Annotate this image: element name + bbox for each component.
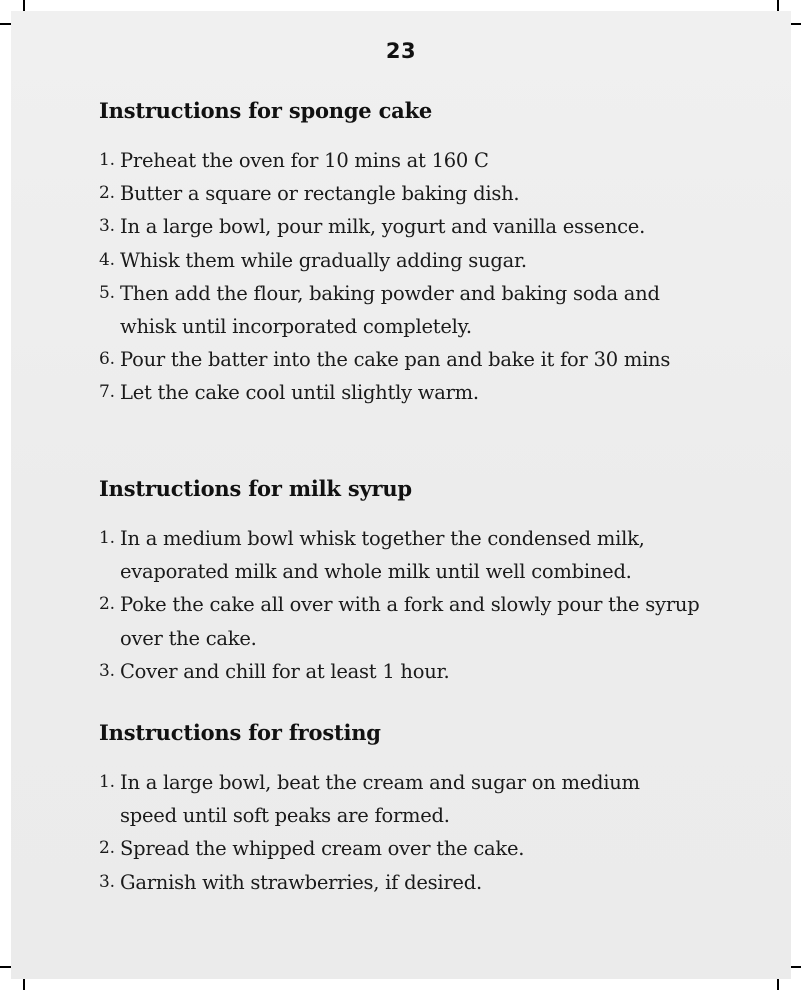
- step-number: 3.: [99, 660, 115, 681]
- step-number: 1.: [99, 528, 115, 548]
- step-item: [99, 277, 739, 343]
- step-text: Poke the cake all over with a fork and slowly pour the syrup over the cake.: [120, 593, 700, 650]
- book-page: [11, 11, 791, 979]
- step-item: [99, 866, 739, 899]
- step-number: 3.: [99, 871, 115, 892]
- step-item: [99, 177, 739, 210]
- step-item: [99, 588, 739, 654]
- step-item: [99, 655, 739, 688]
- step-number: 4.: [99, 249, 115, 270]
- page-number: 23: [385, 39, 417, 63]
- step-item: [99, 244, 739, 277]
- section-sponge-cake: [99, 98, 739, 410]
- step-text: Let the cake cool until slightly warm.: [120, 381, 479, 405]
- step-item: [99, 343, 739, 376]
- step-item: [99, 210, 739, 243]
- step-list: [99, 522, 739, 688]
- step-number: 3.: [99, 216, 115, 237]
- step-text: Cover and chill for at least 1 hour.: [120, 659, 450, 683]
- crop-mark-bottom-right: [777, 978, 779, 990]
- step-text: In a medium bowl whisk together the condensed milk, evaporated milk and whole milk until well combined.: [120, 527, 645, 584]
- section-title: Instructions for sponge cake: [99, 98, 433, 123]
- step-text: Spread the whipped cream over the cake.: [120, 837, 525, 861]
- step-number: 2.: [99, 594, 115, 615]
- step-text: Pour the batter into the cake pan and bake it for 30 mins: [120, 348, 671, 372]
- step-number: 2.: [99, 183, 115, 204]
- section-milk-syrup: [99, 476, 739, 688]
- step-number: 2.: [99, 838, 115, 859]
- step-item: [99, 376, 739, 409]
- step-text: Preheat the oven for 10 mins at 160 C: [120, 149, 489, 172]
- step-number: 1.: [99, 150, 115, 170]
- crop-mark-bottom-left: [23, 978, 25, 990]
- step-list: [99, 766, 739, 899]
- step-number: 7.: [99, 382, 115, 403]
- step-text: In a large bowl, beat the cream and sugar on medium speed until soft peaks are formed.: [120, 771, 640, 828]
- step-number: 6.: [99, 349, 115, 370]
- step-text: Butter a square or rectangle baking dish.: [120, 182, 520, 206]
- step-number: 5.: [99, 282, 115, 303]
- step-text: In a large bowl, pour milk, yogurt and vanilla essence.: [120, 215, 646, 239]
- step-item: [99, 766, 739, 832]
- section-frosting: [99, 720, 739, 899]
- step-number: 1.: [99, 772, 115, 792]
- step-item: [99, 832, 739, 865]
- step-text: Then add the flour, baking powder and baking soda and whisk until incorporated completely.: [120, 281, 660, 339]
- step-text: Garnish with strawberries, if desired.: [120, 870, 482, 894]
- step-item: [99, 144, 739, 177]
- step-text: Whisk them while gradually adding sugar.: [120, 248, 527, 272]
- step-list: [99, 144, 739, 410]
- step-item: [99, 522, 739, 588]
- section-title: Instructions for milk syrup: [99, 476, 412, 501]
- section-title: Instructions for frosting: [99, 720, 381, 745]
